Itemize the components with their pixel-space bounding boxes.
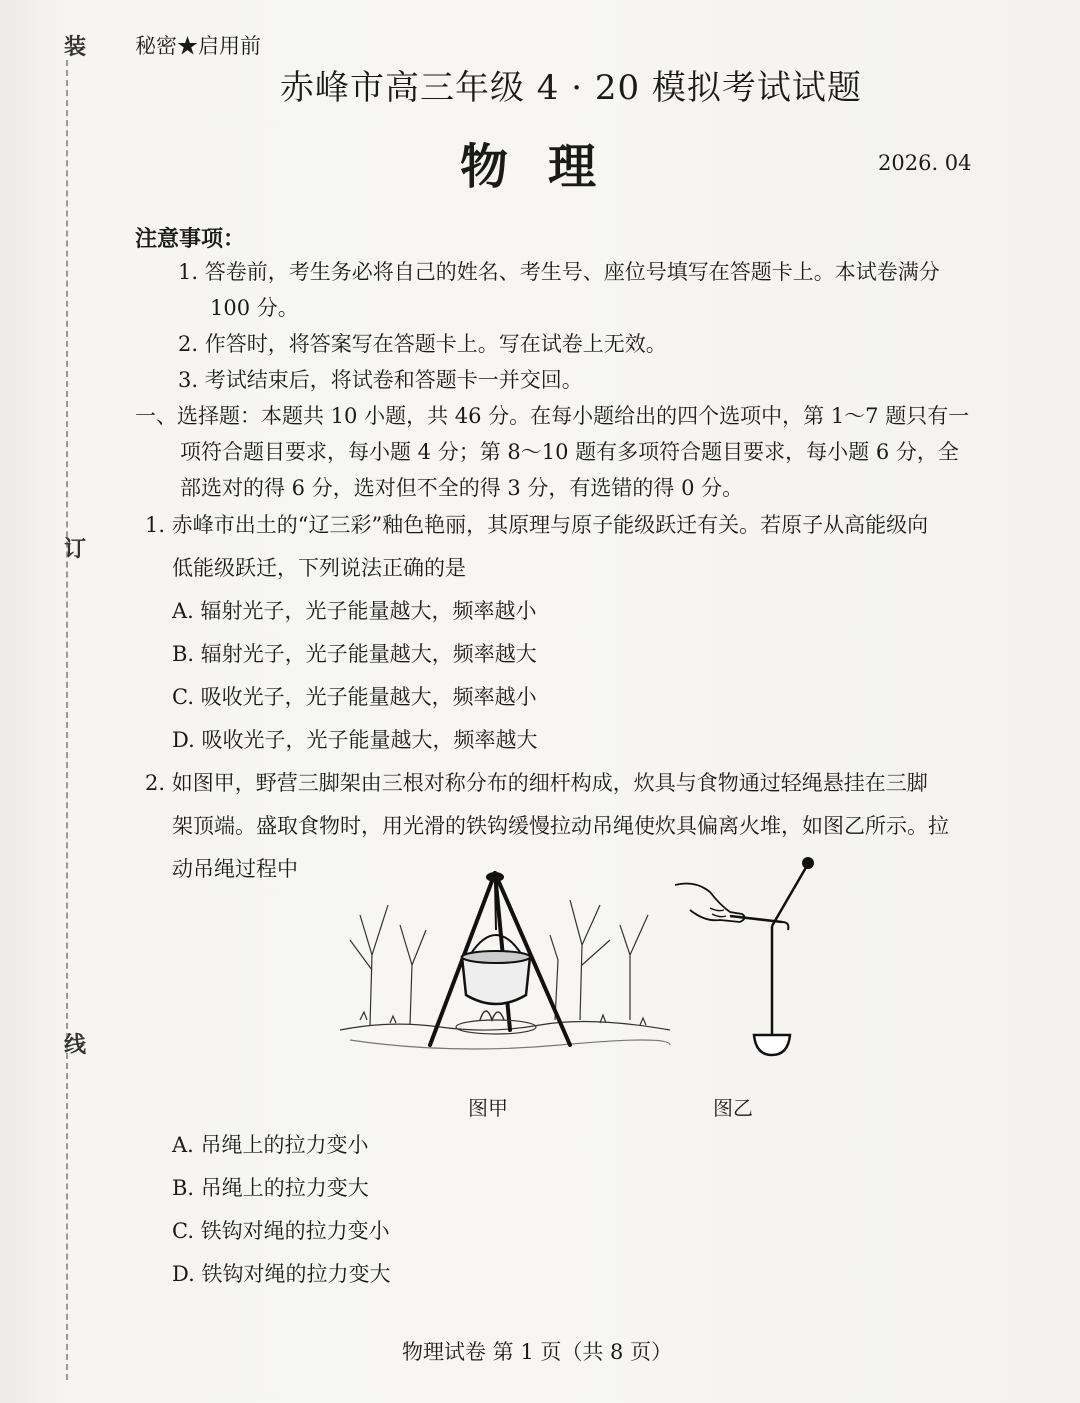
margin-char-zhuang: 装 (64, 34, 87, 60)
q1-option-d: D. 吸收光子，光子能量越大，频率越大 (172, 728, 538, 752)
figure-yi-label: 图乙 (713, 1096, 753, 1120)
section-instructions-line-2: 项符合题目要求，每小题 4 分；第 8～10 题有多项符合题目要求，每小题 6 分，全 (180, 440, 959, 464)
subject-title: 物理 (460, 139, 637, 195)
q1-option-b: B. 辐射光子，光子能量越大，频率越大 (172, 642, 537, 666)
exam-date: 2026. 04 (878, 151, 972, 175)
section-instructions-line-1: 一、选择题：本题共 10 小题，共 46 分。在每小题给出的四个选项中，第 1～7 题只有一 (135, 404, 970, 428)
binding-dashed-line (66, 60, 68, 1380)
note-item-3: 3. 考试结束后，将试卷和答题卡一并交回。 (178, 368, 583, 392)
q2-option-b: B. 吊绳上的拉力变大 (172, 1176, 369, 1200)
q2-option-a: A. 吊绳上的拉力变小 (172, 1133, 369, 1157)
q2-stem-line-2: 架顶端。盛取食物时，用光滑的铁钩缓慢拉动吊绳使炊具偏离火堆，如图乙所示。拉 (172, 814, 949, 838)
note-item-1: 1. 答卷前，考生务必将自己的姓名、考生号、座位号填写在答题卡上。本试卷满分 (178, 260, 940, 284)
page-footer: 物理试卷 第 1 页（共 8 页） (402, 1340, 673, 1364)
margin-char-xian: 线 (64, 1032, 87, 1058)
notes-heading: 注意事项： (135, 226, 246, 252)
figure-jia-tripod (330, 845, 680, 1085)
q2-stem-line-3: 动吊绳过程中 (172, 857, 298, 881)
q2-option-d: D. 铁钩对绳的拉力变大 (172, 1262, 391, 1286)
section-instructions-line-3: 部选对的得 6 分，选对但不全的得 3 分，有选错的得 0 分。 (180, 476, 744, 500)
q2-stem-line-1: 2. 如图甲，野营三脚架由三根对称分布的细杆构成，炊具与食物通过轻绳悬挂在三脚 (145, 771, 928, 795)
figure-jia-label: 图甲 (468, 1096, 508, 1120)
secret-label: 秘密★启用前 (135, 34, 261, 58)
q1-stem-line-2: 低能级跃迁，下列说法正确的是 (172, 556, 466, 580)
q1-option-a: A. 辐射光子，光子能量越大，频率越小 (172, 599, 537, 623)
figure-yi-hook (670, 850, 830, 1060)
q1-stem-line-1: 1. 赤峰市出土的“辽三彩”釉色艳丽，其原理与原子能级跃迁有关。若原子从高能级向 (145, 513, 929, 537)
exam-title: 赤峰市高三年级 4 · 20 模拟考试试题 (280, 68, 862, 108)
note-item-2: 2. 作答时，将答案写在答题卡上。写在试卷上无效。 (178, 332, 667, 356)
q1-option-c: C. 吸收光子，光子能量越大，频率越小 (172, 685, 537, 709)
margin-char-ding: 订 (64, 536, 87, 562)
note-item-1-cont: 100 分。 (210, 296, 299, 320)
q2-option-c: C. 铁钩对绳的拉力变小 (172, 1219, 390, 1243)
